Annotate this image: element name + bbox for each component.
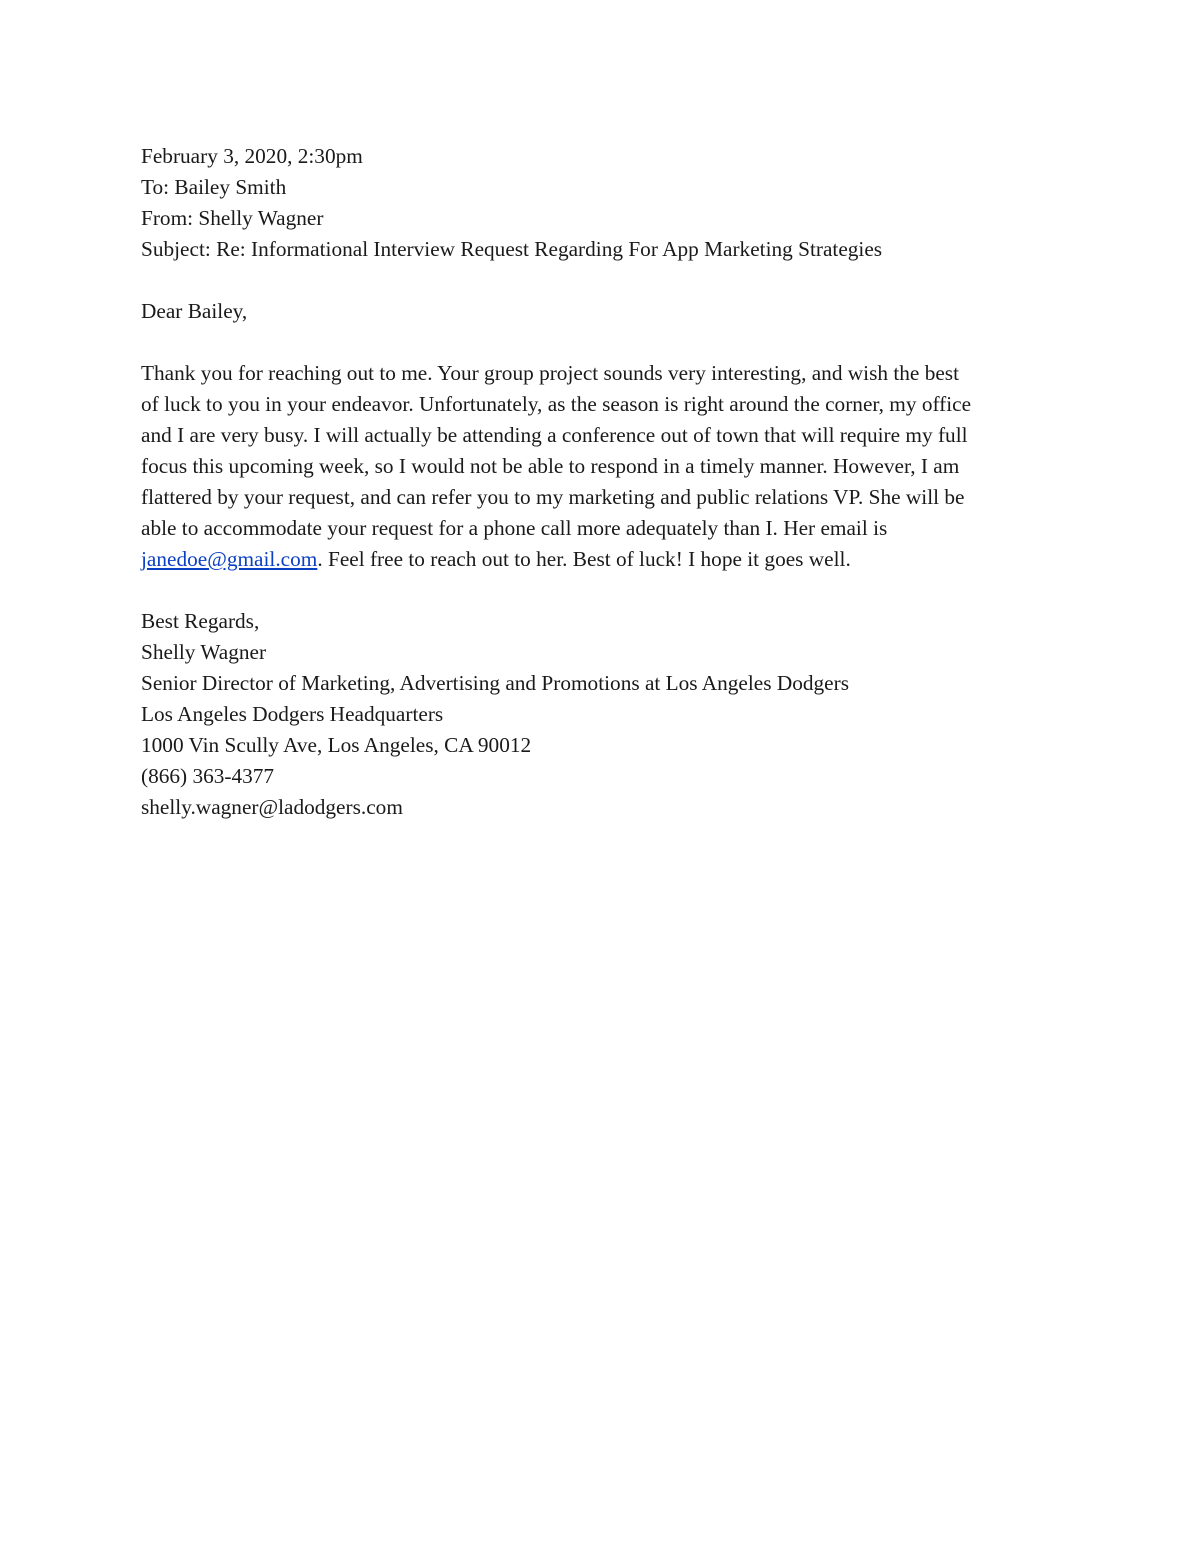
letter-header xyxy=(141,141,1071,265)
signature-block xyxy=(141,606,1071,823)
body-line: flattered by your request, and can refer you to my marketing and public relations VP. She will be xyxy=(141,485,965,509)
spacer xyxy=(141,575,1071,606)
body-line: of luck to you in your endeavor. Unfortunately, as the season is right around the corner, my office xyxy=(141,392,972,416)
salutation: Dear Bailey, xyxy=(141,299,248,323)
spacer xyxy=(141,265,1071,296)
date-line: February 3, 2020, 2:30pm xyxy=(141,144,363,168)
signature-address: 1000 Vin Scully Ave, Los Angeles, CA 90012 xyxy=(141,733,532,757)
body-line: able to accommodate your request for a phone call more adequately than I. Her email is xyxy=(141,516,888,540)
body-line: and I are very busy. I will actually be attending a conference out of town that will require my full xyxy=(141,423,968,447)
email-link[interactable]: janedoe@gmail.com xyxy=(141,547,318,571)
signature-organization: Los Angeles Dodgers Headquarters xyxy=(141,702,444,726)
body-closing-text: . Feel free to reach out to her. Best of luck! I hope it goes well. xyxy=(317,547,851,571)
body-paragraph xyxy=(141,358,1061,575)
from-line: From: Shelly Wagner xyxy=(141,206,324,230)
email-letter xyxy=(141,141,1071,823)
signature-email: shelly.wagner@ladodgers.com xyxy=(141,795,403,819)
spacer xyxy=(141,327,1071,358)
to-line: To: Bailey Smith xyxy=(141,175,287,199)
body-line-with-link xyxy=(141,544,1061,575)
body-line: Thank you for reaching out to me. Your group project sounds very interesting, and wish the best xyxy=(141,361,960,385)
body-line: focus this upcoming week, so I would not be able to respond in a timely manner. However, I am xyxy=(141,454,960,478)
signature-phone: (866) 363-4377 xyxy=(141,764,275,788)
closing: Best Regards, xyxy=(141,609,260,633)
signature-name: Shelly Wagner xyxy=(141,640,267,664)
signature-title: Senior Director of Marketing, Advertising and Promotions at Los Angeles Dodgers xyxy=(141,671,850,695)
subject-line: Subject: Re: Informational Interview Request Regarding For App Marketing Strategies xyxy=(141,237,883,261)
